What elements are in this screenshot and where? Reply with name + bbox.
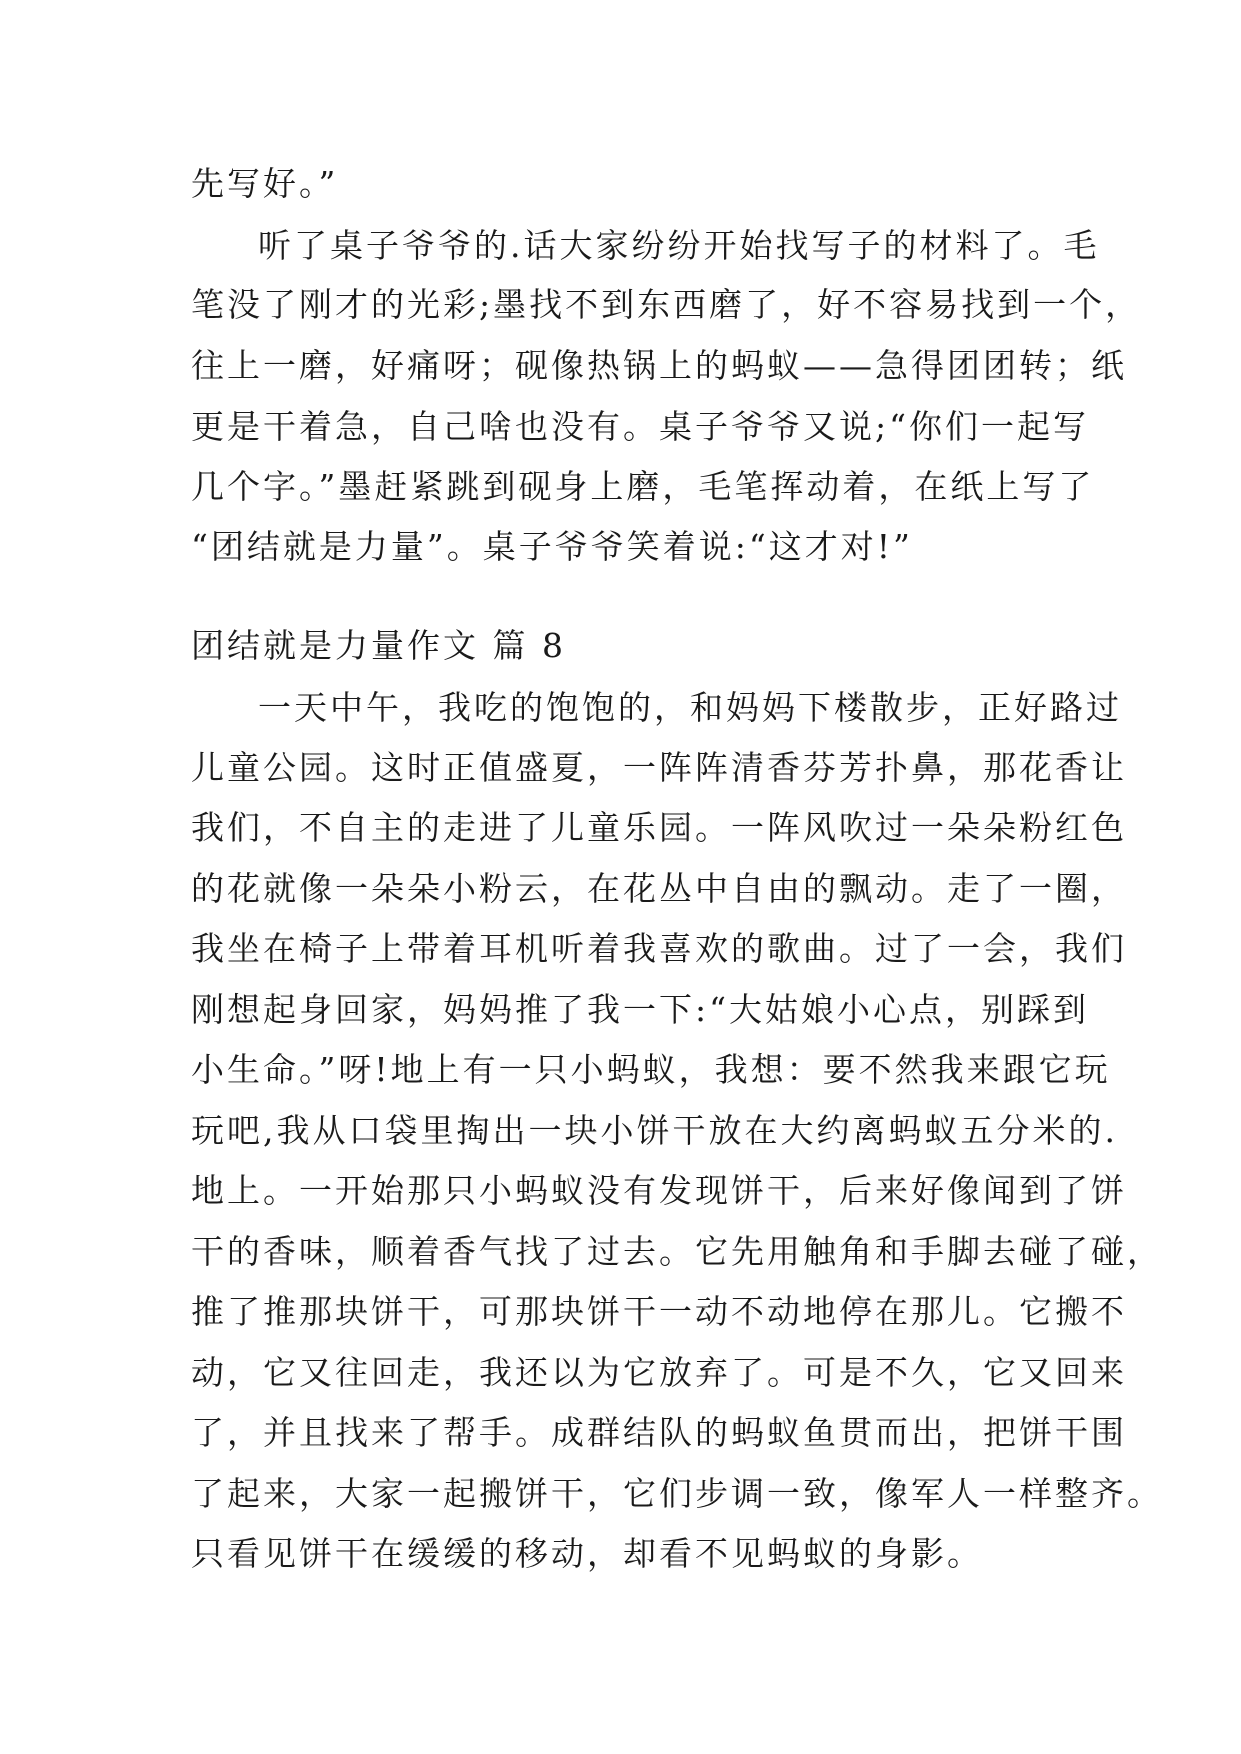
paragraph-line: 干的香味，顺着香气找了过去。它先用触角和手脚去碰了碰， (191, 1232, 1163, 1271)
paragraph-line: 小生命。”呀!地上有一只小蚂蚁，我想：要不然我来跟它玩 (191, 1050, 1111, 1089)
paragraph-line: 玩吧,我从口袋里掏出一块小饼干放在大约离蚂蚁五分米的. (191, 1111, 1118, 1150)
section-heading: 团结就是力量作文 篇 8 (191, 626, 566, 665)
paragraph-line: 了，并且找来了帮手。成群结队的蚂蚁鱼贯而出，把饼干围 (191, 1413, 1127, 1452)
paragraph-line: 往上一磨，好痛呀；砚像热锅上的蚂蚁——急得团团转；纸 (191, 346, 1127, 385)
paragraph-line: 推了推那块饼干，可那块饼干一动不动地停在那儿。它搬不 (191, 1292, 1127, 1331)
paragraph-line: 更是干着急，自己啥也没有。桌子爷爷又说;“你们一起写 (191, 407, 1089, 446)
paragraph-line: 的花就像一朵朵小粉云，在花丛中自由的飘动。走了一圈， (191, 869, 1127, 908)
paragraph-line: 了起来，大家一起搬饼干，它们步调一致，像军人一样整齐。 (191, 1474, 1163, 1513)
paragraph-line: 先写好。” (191, 164, 339, 203)
paragraph-line: 刚想起身回家，妈妈推了我一下:“大姑娘小心点，别踩到 (191, 990, 1089, 1029)
paragraph-line: 地上。一开始那只小蚂蚁没有发现饼干，后来好像闻到了饼 (191, 1171, 1127, 1210)
paragraph-line: 我坐在椅子上带着耳机听着我喜欢的歌曲。过了一会，我们 (191, 929, 1127, 968)
paragraph-line: “团结就是力量”。桌子爷爷笑着说:“这才对!” (191, 527, 913, 566)
paragraph-line: 我们，不自主的走进了儿童乐园。一阵风吹过一朵朵粉红色 (191, 808, 1127, 847)
paragraph-line: 一天中午，我吃的饱饱的，和妈妈下楼散步，正好路过 (258, 688, 1122, 727)
paragraph-line: 几个字。”墨赶紧跳到砚身上磨，毛笔挥动着，在纸上写了 (191, 467, 1095, 506)
paragraph-line: 只看见饼干在缓缓的移动，却看不见蚂蚁的身影。 (191, 1534, 983, 1573)
paragraph-line: 儿童公园。这时正值盛夏，一阵阵清香芬芳扑鼻，那花香让 (191, 748, 1127, 787)
paragraph-line: 听了桌子爷爷的.话大家纷纷开始找写子的材料了。毛 (258, 226, 1100, 265)
paragraph-line: 笔没了刚才的光彩;墨找不到东西磨了，好不容易找到一个， (191, 285, 1142, 324)
paragraph-line: 动，它又往回走，我还以为它放弃了。可是不久，它又回来 (191, 1353, 1127, 1392)
